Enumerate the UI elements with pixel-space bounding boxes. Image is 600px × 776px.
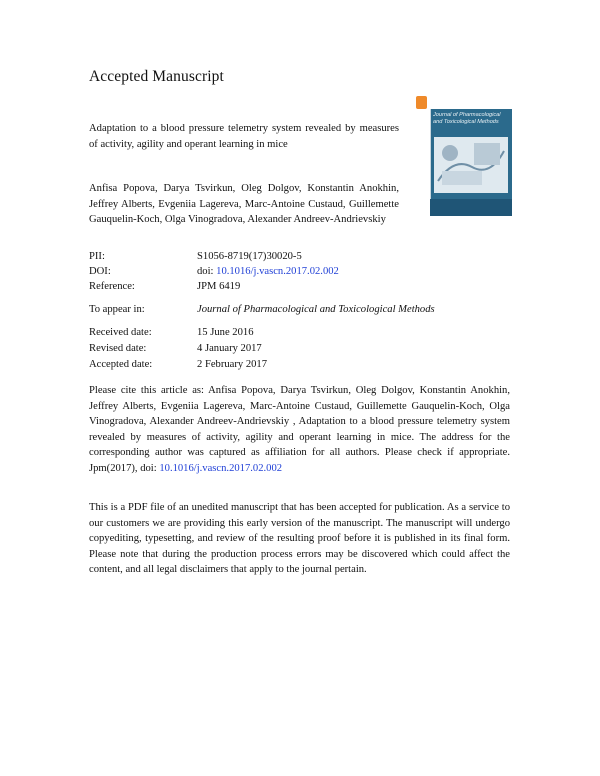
cover-top-band (430, 91, 512, 109)
cover-footer-band (430, 199, 512, 216)
appear-value: Journal of Pharmacological and Toxicological Methods (197, 304, 435, 315)
appear-label: To appear in: (89, 304, 145, 315)
pii-value: S1056-8719(17)30020-5 (197, 251, 302, 262)
accepted-label: Accepted date: (89, 359, 153, 370)
doi-prefix: doi: (197, 266, 214, 277)
doi-link[interactable]: 10.1016/j.vascn.2017.02.002 (216, 266, 339, 277)
disclaimer-paragraph: This is a PDF file of an unedited manuscript that has been accepted for publication. As a service to our customers we are providing this early version of the manuscript. The manuscript will undergo copyediting, typesetting, and review of the resulting proof before it is published in its final form. Please note that during the production process errors may be discovered which could affect the content, and all legal disclaimers that apply to the journal pertain. (89, 502, 510, 575)
citation-paragraph (89, 383, 510, 476)
citation-text: Please cite this article as: Anfisa Popova, Darya Tsvirkun, Oleg Dolgov, Konstantin Anokhin, Jeffrey Alberts, Evgeniia Lagereva, Marc-Antoine Custaud, Guillemette Gauquelin-Koch, Olga Vinogradova, Alexander Andreev-Andrievskiy , Adaptation to a blood pressure telemetry system revealed by measures of activity, agility and operant learning in mice. The address for the corresponding author was captured as affiliation for all authors. Please check if appropriate. Jpm(2017), doi: (89, 385, 510, 474)
cover-artwork (434, 137, 508, 193)
cover-journal-title: Journal of Pharmacological and Toxicological Methods (433, 112, 501, 125)
doi-value (197, 265, 339, 279)
accepted-value: 2 February 2017 (197, 359, 268, 370)
pii-label: PII: (89, 251, 105, 262)
article-title: Adaptation to a blood pressure telemetry system revealed by measures of activity, agility and operant learning in mice (89, 123, 399, 150)
revised-value: 4 January 2017 (197, 343, 262, 354)
publisher-strip (413, 91, 431, 216)
revised-label: Revised date: (89, 343, 147, 354)
reference-value: JPM 6419 (197, 281, 241, 292)
page-heading: Accepted Manuscript (89, 68, 224, 85)
author-list: Anfisa Popova, Darya Tsvirkun, Oleg Dolgov, Konstantin Anokhin, Jeffrey Alberts, Evgeniia Lagereva, Marc-Antoine Custaud, Guillemette Gauquelin-Koch, Olga Vinogradova, Alexander Andreev-Andrievskiy (89, 183, 399, 225)
publisher-logo-icon (416, 96, 427, 109)
reference-label: Reference: (89, 281, 135, 292)
journal-cover-image (413, 91, 512, 216)
received-label: Received date: (89, 327, 152, 338)
received-value: 15 June 2016 (197, 327, 254, 338)
doi-label: DOI: (89, 266, 111, 277)
citation-doi-link[interactable]: 10.1016/j.vascn.2017.02.002 (159, 462, 283, 474)
